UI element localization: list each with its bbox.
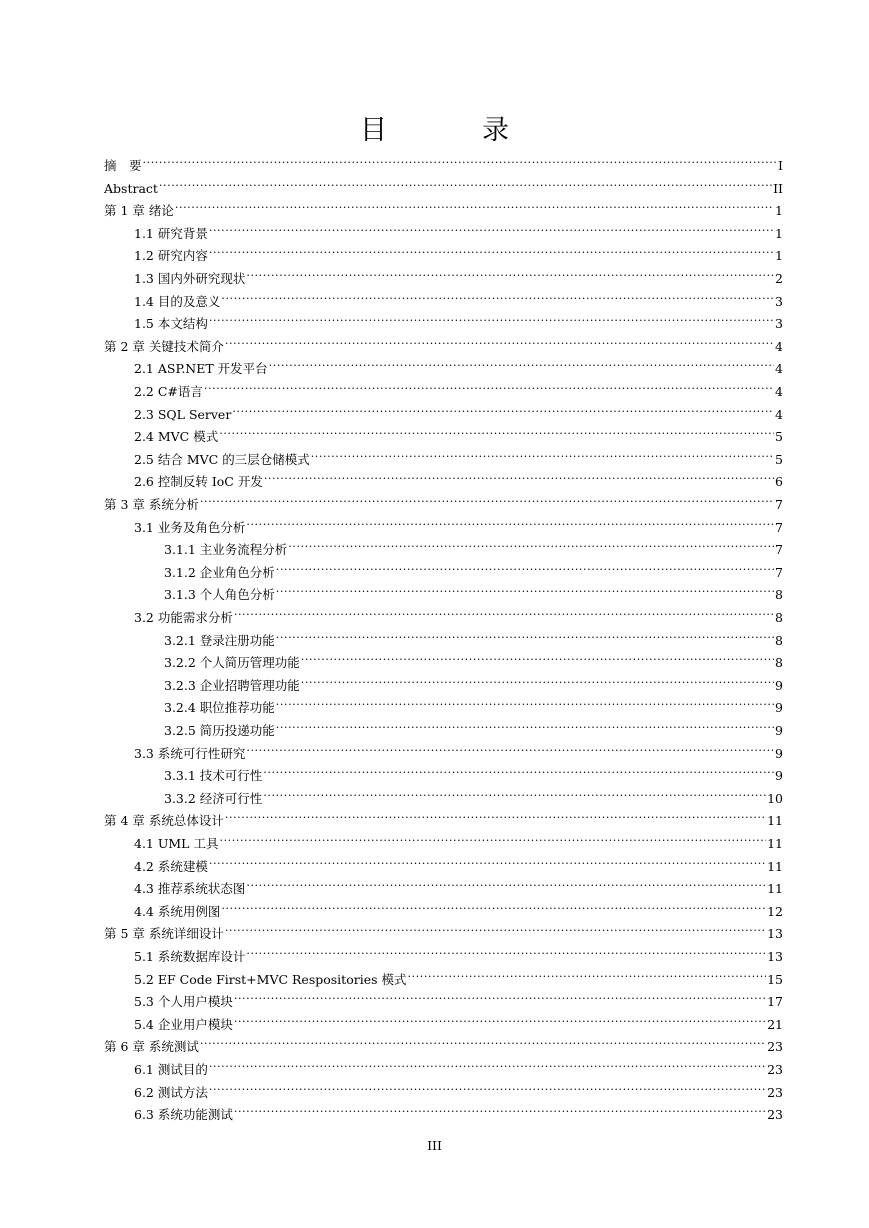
toc-entry-page: 6 xyxy=(775,474,783,490)
toc-entry[interactable] xyxy=(134,1097,783,1123)
toc-leader-dots xyxy=(288,532,774,554)
toc-entry-label: 6.1 测试目的 xyxy=(134,1062,208,1077)
toc-leader-dots xyxy=(221,284,774,306)
toc-entry-label: 3.1.2 企业角色分析 xyxy=(164,564,275,580)
toc-leader-dots xyxy=(209,1075,766,1097)
toc-entry-page: 9 xyxy=(775,768,783,784)
toc-entry-page: 23 xyxy=(767,1039,783,1055)
toc-leader-dots xyxy=(200,1029,766,1051)
toc-entry[interactable] xyxy=(134,374,783,399)
toc-entry-label: 2.1 ASP.NET 开发平台 xyxy=(134,361,268,377)
toc-entry-page: 5 xyxy=(775,451,783,467)
toc-entry-label: 第 4 章 系统总体设计 xyxy=(104,813,224,829)
toc-entry[interactable] xyxy=(134,397,783,422)
toc-leader-dots xyxy=(225,916,766,938)
toc-entry[interactable] xyxy=(164,690,783,716)
toc-entry-label: 4.3 推荐系统状态图 xyxy=(134,881,246,897)
toc-entry-label: 3.1.3 个人角色分析 xyxy=(164,587,275,603)
toc-leader-dots xyxy=(225,329,774,351)
toc-entry[interactable] xyxy=(134,1052,783,1077)
toc-entry-label: 6.3 系统功能测试 xyxy=(134,1107,233,1123)
toc-entry-page: 9 xyxy=(775,723,783,738)
toc-leader-dots xyxy=(209,216,774,238)
toc-entry-label: 2.5 结合 MVC 的三层仓储模式 xyxy=(134,451,310,467)
toc-entry-page: 4 xyxy=(775,384,783,399)
toc-entry-page: 7 xyxy=(775,564,783,580)
toc-entry-page: 3 xyxy=(775,293,783,309)
toc-entry-label: 1.5 本文结构 xyxy=(134,316,208,332)
toc-entry[interactable] xyxy=(134,510,783,535)
toc-leader-dots xyxy=(219,419,774,441)
toc-entry-page: 9 xyxy=(775,700,783,716)
toc-entry-label: 5.4 企业用户模块 xyxy=(134,1016,233,1032)
toc-leader-dots xyxy=(276,577,774,599)
toc-entry-page: 13 xyxy=(767,949,783,964)
toc-entry-label: 1.4 目的及意义 xyxy=(134,293,221,309)
toc-entry-label: 2.6 控制反转 IoC 开发 xyxy=(134,474,263,490)
toc-entry-page: 13 xyxy=(767,926,783,942)
toc-leader-dots xyxy=(269,351,774,373)
toc-leader-dots xyxy=(209,306,774,328)
toc-leader-dots xyxy=(246,939,766,961)
toc-entry-page: 1 xyxy=(775,203,783,219)
toc-entry-label: 第 5 章 系统详细设计 xyxy=(104,926,224,942)
toc-entry-label: 3.2.4 职位推荐功能 xyxy=(164,700,275,716)
toc-leader-dots xyxy=(407,962,766,984)
toc-entry[interactable] xyxy=(134,849,783,874)
toc-leader-dots xyxy=(263,781,766,803)
toc-entry[interactable] xyxy=(134,464,783,490)
toc-entry-page: 5 xyxy=(775,429,783,445)
toc-leader-dots xyxy=(246,510,774,532)
toc-entry-label: 3.2.1 登录注册功能 xyxy=(164,632,275,648)
toc-leader-dots xyxy=(246,261,774,283)
toc-entry[interactable] xyxy=(134,1075,783,1100)
toc-entry[interactable] xyxy=(164,623,783,648)
toc-leader-dots xyxy=(200,487,774,509)
toc-entry-page: 11 xyxy=(767,836,783,851)
toc-leader-dots xyxy=(219,826,766,848)
toc-entry[interactable] xyxy=(164,645,783,671)
page-number: III xyxy=(427,1138,442,1153)
toc-entry[interactable] xyxy=(134,962,783,987)
toc-entry-label: 3.2.5 简历投递功能 xyxy=(164,723,275,738)
toc-entry[interactable] xyxy=(134,894,783,919)
page-title: 目 录 xyxy=(360,115,543,146)
toc-entry-page: 7 xyxy=(775,542,783,558)
toc-entry[interactable] xyxy=(104,171,783,196)
toc-entry[interactable] xyxy=(134,216,783,241)
toc-entry-label: 5.1 系统数据库设计 xyxy=(134,949,246,964)
toc-entry-page: II xyxy=(773,180,783,196)
toc-entry-page: 15 xyxy=(767,971,783,987)
toc-entry-page: 1 xyxy=(775,225,783,241)
toc-entry-page: 4 xyxy=(775,361,783,377)
toc-leader-dots xyxy=(175,193,774,215)
toc-leader-dots xyxy=(234,1007,766,1029)
toc-leader-dots xyxy=(264,464,774,486)
toc-entry[interactable] xyxy=(164,781,783,806)
toc-entry[interactable] xyxy=(134,306,783,332)
toc-leader-dots xyxy=(232,397,774,419)
toc-entry-label: 1.2 研究内容 xyxy=(134,248,208,264)
toc-entry[interactable] xyxy=(164,532,783,558)
toc-entry[interactable] xyxy=(104,1029,783,1055)
toc-entry[interactable] xyxy=(134,1007,783,1032)
toc-leader-dots xyxy=(225,803,766,825)
toc-entry-page: 2 xyxy=(775,271,783,286)
toc-entry-page: 12 xyxy=(767,903,783,919)
toc-entry[interactable] xyxy=(104,487,783,512)
toc-entry-page: 17 xyxy=(767,994,783,1010)
toc-entry-label: 1.1 研究背景 xyxy=(134,225,208,241)
toc-entry-label: 3.3.1 技术可行性 xyxy=(164,768,263,784)
toc-entry-label: 1.3 国内外研究现状 xyxy=(134,271,246,286)
toc-entry[interactable] xyxy=(104,916,783,942)
toc-entry-page: 3 xyxy=(775,316,783,332)
toc-entry-label: 3.2.3 企业招聘管理功能 xyxy=(164,677,300,693)
toc-entry-label: 3.3 系统可行性研究 xyxy=(134,745,246,761)
toc-leader-dots xyxy=(209,849,766,871)
toc-entry[interactable] xyxy=(134,351,783,377)
toc-leader-dots xyxy=(234,984,766,1006)
toc-entry[interactable] xyxy=(164,555,783,580)
toc-entry[interactable] xyxy=(134,826,783,851)
toc-leader-dots xyxy=(276,713,774,735)
toc-entry-page: 7 xyxy=(775,497,783,512)
toc-entry-page: 1 xyxy=(775,248,783,264)
toc-leader-dots xyxy=(246,871,766,893)
toc-entry-label: 2.4 MVC 模式 xyxy=(134,429,219,445)
toc-entry[interactable] xyxy=(104,803,783,829)
toc-entry-label: 第 2 章 关键技术简介 xyxy=(104,338,224,354)
toc-leader-dots xyxy=(276,555,774,577)
toc-entry-page: 4 xyxy=(775,338,783,354)
toc-entry-page: 23 xyxy=(767,1107,783,1123)
toc-entry-page: 7 xyxy=(775,519,783,535)
toc-leader-dots xyxy=(234,1097,766,1119)
toc-leader-dots xyxy=(263,758,774,780)
toc-leader-dots xyxy=(311,442,774,464)
toc-entry-label: 2.3 SQL Server xyxy=(134,406,232,422)
toc-entry-page: 11 xyxy=(767,881,783,897)
toc-entry-label: 2.2 C#语言 xyxy=(134,384,203,399)
toc-entry-label: Abstract xyxy=(104,180,158,196)
toc-entry[interactable] xyxy=(134,600,783,625)
toc-entry-page: 11 xyxy=(767,858,783,874)
toc-entry-label: 第 6 章 系统测试 xyxy=(104,1039,199,1055)
toc-entry-label: 4.4 系统用例图 xyxy=(134,903,221,919)
toc-leader-dots xyxy=(159,171,772,193)
toc-leader-dots xyxy=(221,894,766,916)
toc-entry-page: 10 xyxy=(767,790,783,806)
toc-entry[interactable] xyxy=(164,577,783,603)
toc-entry[interactable] xyxy=(164,713,783,738)
toc-entry[interactable] xyxy=(164,668,783,693)
toc-entry-page: 23 xyxy=(767,1062,783,1077)
toc-leader-dots xyxy=(301,668,774,690)
toc-leader-dots xyxy=(276,623,774,645)
toc-entry-label: 第 3 章 系统分析 xyxy=(104,497,199,512)
toc-entry[interactable] xyxy=(134,871,783,897)
toc-entry[interactable] xyxy=(134,939,783,964)
toc-entry-label: 3.1.1 主业务流程分析 xyxy=(164,542,288,558)
toc-entry[interactable] xyxy=(134,238,783,264)
toc-leader-dots xyxy=(276,690,774,712)
toc-entry-page: 8 xyxy=(775,587,783,603)
toc-entry[interactable] xyxy=(134,442,783,467)
toc-entry-label: 3.2.2 个人简历管理功能 xyxy=(164,655,300,671)
toc-leader-dots xyxy=(204,374,774,396)
toc-entry-page: 4 xyxy=(775,406,783,422)
toc-entry-label: 5.3 个人用户模块 xyxy=(134,994,233,1010)
toc-entry[interactable] xyxy=(104,193,783,219)
toc-entry-page: 11 xyxy=(767,813,783,829)
toc-entry[interactable] xyxy=(104,329,783,354)
toc-entry-label: 4.1 UML 工具 xyxy=(134,836,219,851)
toc-entry-label: 摘 要 xyxy=(104,158,142,173)
toc-entry-page: 8 xyxy=(775,632,783,648)
toc-entry[interactable] xyxy=(164,758,783,784)
toc-entry[interactable] xyxy=(134,284,783,309)
toc-entry[interactable] xyxy=(134,984,783,1010)
toc-entry-page: 8 xyxy=(775,610,783,625)
toc-entry-label: 第 1 章 绪论 xyxy=(104,203,174,219)
toc-entry-label: 3.1 业务及角色分析 xyxy=(134,519,246,535)
toc-leader-dots xyxy=(301,645,774,667)
toc-entry[interactable] xyxy=(134,261,783,286)
toc-entry-page: 23 xyxy=(767,1084,783,1100)
toc-entry-label: 4.2 系统建模 xyxy=(134,858,208,874)
toc-entry-label: 3.3.2 经济可行性 xyxy=(164,790,263,806)
toc-entry-page: 21 xyxy=(767,1016,783,1032)
toc-leader-dots xyxy=(209,1052,766,1074)
toc-entry-label: 3.2 功能需求分析 xyxy=(134,610,233,625)
toc-entry-label: 5.2 EF Code First+MVC Respositories 模式 xyxy=(134,971,407,987)
toc-entry[interactable] xyxy=(134,419,783,445)
toc-entry-page: 9 xyxy=(775,677,783,693)
toc-leader-dots xyxy=(234,600,774,622)
toc-leader-dots xyxy=(143,148,778,170)
toc-leader-dots xyxy=(246,736,774,758)
toc-entry[interactable] xyxy=(134,736,783,761)
toc-entry-page: 9 xyxy=(775,745,783,761)
toc-entry-page: I xyxy=(778,158,783,173)
toc-entry-label: 6.2 测试方法 xyxy=(134,1084,208,1100)
toc-entry[interactable] xyxy=(104,148,783,173)
toc-leader-dots xyxy=(209,238,774,260)
toc-entry-page: 8 xyxy=(775,655,783,671)
